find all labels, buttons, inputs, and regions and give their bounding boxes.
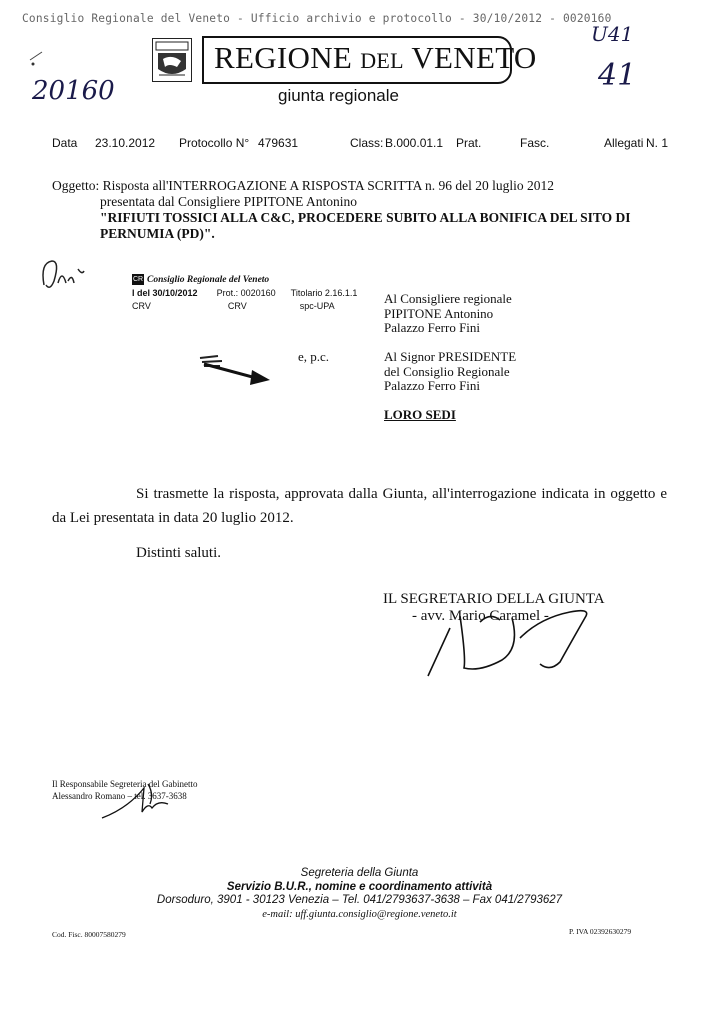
header-subtitle: giunta regionale	[278, 86, 399, 105]
signer-title: IL SEGRETARIO DELLA GIUNTA	[383, 591, 605, 607]
small-signature	[98, 778, 188, 822]
stamp-crv-2: CRV	[227, 301, 247, 311]
oggetto-block	[52, 178, 631, 242]
handwritten-mark-right: 41	[598, 58, 637, 93]
stamp-prot: Prot.: 0020160	[216, 288, 276, 298]
title-veneto: VENETO	[411, 40, 537, 75]
footer-email: e-mail: uff.giunta.consiglio@regione.veneto.it	[262, 908, 457, 920]
class-label: Class:	[350, 136, 384, 150]
body-paragraph	[52, 482, 667, 530]
cc-line-1: Al Signor PRESIDENTE	[384, 349, 517, 364]
footer	[0, 867, 719, 921]
oggetto-line-1: Oggetto: Risposta all'INTERROGAZIONE A RISPOSTA SCRITTA n. 96 del 20 luglio 2012	[52, 178, 555, 193]
stamp-logo-icon: CR	[132, 276, 144, 284]
footer-line-1: Segreteria della Giunta	[300, 867, 419, 879]
recipient-line-2: PIPITONE Antonino	[384, 305, 494, 321]
stamp-titolario: Titolario 2.16.1.1	[290, 288, 358, 298]
responsabile-line-1: Il Responsabile Segreteria del Gabinetto	[52, 779, 198, 789]
allegati-label: Allegati	[604, 136, 644, 150]
footer-line-3: Dorsoduro, 3901 - 30123 Venezia – Tel. 041/2793637-3638 – Fax 041/2793627	[156, 894, 563, 906]
handwritten-initials	[38, 255, 88, 300]
codice-fiscale: Cod. Fisc. 80007580279	[52, 930, 126, 939]
cc-line-3: Palazzo Ferro Fini	[384, 378, 481, 394]
data-label: Data	[52, 136, 78, 150]
footer-line-2: Servizio B.U.R., nomine e coordinamento attività	[226, 880, 493, 893]
arrow-stamp-icon	[198, 352, 274, 388]
title-regione: REGIONE	[214, 40, 353, 75]
data-value: 23.10.2012	[95, 136, 156, 150]
partita-iva: P. IVA 02392630279	[569, 927, 632, 936]
protocol-stamp: Consiglio Regionale del Veneto - Ufficio archivio e protocollo - 30/10/2012 - 0020160	[22, 12, 612, 25]
allegati-value: N. 1	[646, 136, 669, 150]
handwritten-number: 20160	[32, 76, 115, 106]
cc-block	[384, 350, 516, 394]
handwritten-mark-top-right: U41	[591, 22, 634, 46]
body-paragraph-text: Si trasmette la risposta, approvata dalla Giunta, all'interrogazione indicata in oggetto e da Lei presentata in data 20 luglio 2012.	[52, 486, 667, 526]
recipient-line-1: Al Consigliere regionale	[384, 291, 512, 306]
oggetto-line-3: "RIFIUTI TOSSICI ALLA C&C, PROCEDERE SUBITO ALLA BONIFICA DEL SITO DI	[100, 210, 631, 225]
stamp-title: Consiglio Regionale del Veneto	[147, 275, 270, 285]
stamp-date: I del 30/10/2012	[132, 288, 198, 298]
oggetto-line-2: presentata dal Consigliere PIPITONE Antonino	[100, 194, 357, 209]
cc-line-2: del Consiglio Regionale	[384, 363, 510, 379]
closing: Distinti saluti.	[136, 545, 222, 561]
recipient-block	[384, 292, 512, 336]
recipient-line-3: Palazzo Ferro Fini	[384, 320, 481, 336]
protocollo-label: Protocollo N°	[179, 136, 250, 150]
class-value: B.000.01.1	[385, 136, 444, 150]
oggetto-line-4: PERNUMIA (PD)".	[100, 226, 215, 241]
signer-name: - avv. Mario Caramel -	[412, 608, 549, 624]
handwritten-signature	[420, 598, 600, 684]
protocollo-value: 479631	[258, 136, 299, 150]
stamp-crv-1: CRV	[132, 301, 151, 311]
responsabile-line-2: Alessandro Romano – tel. 3637-3638	[52, 790, 187, 801]
stamp-spc: spc-UPA	[299, 301, 335, 311]
registration-stamp	[132, 273, 357, 313]
fasc-label: Fasc.	[520, 136, 550, 150]
pen-dots	[28, 48, 46, 66]
epc-label: e, p.c.	[298, 349, 330, 364]
header-title	[214, 40, 537, 76]
regione-logo	[152, 38, 192, 82]
loro-sedi: LORO SEDI	[384, 407, 456, 422]
title-del: DEL	[360, 48, 404, 73]
prat-label: Prat.	[456, 136, 482, 150]
